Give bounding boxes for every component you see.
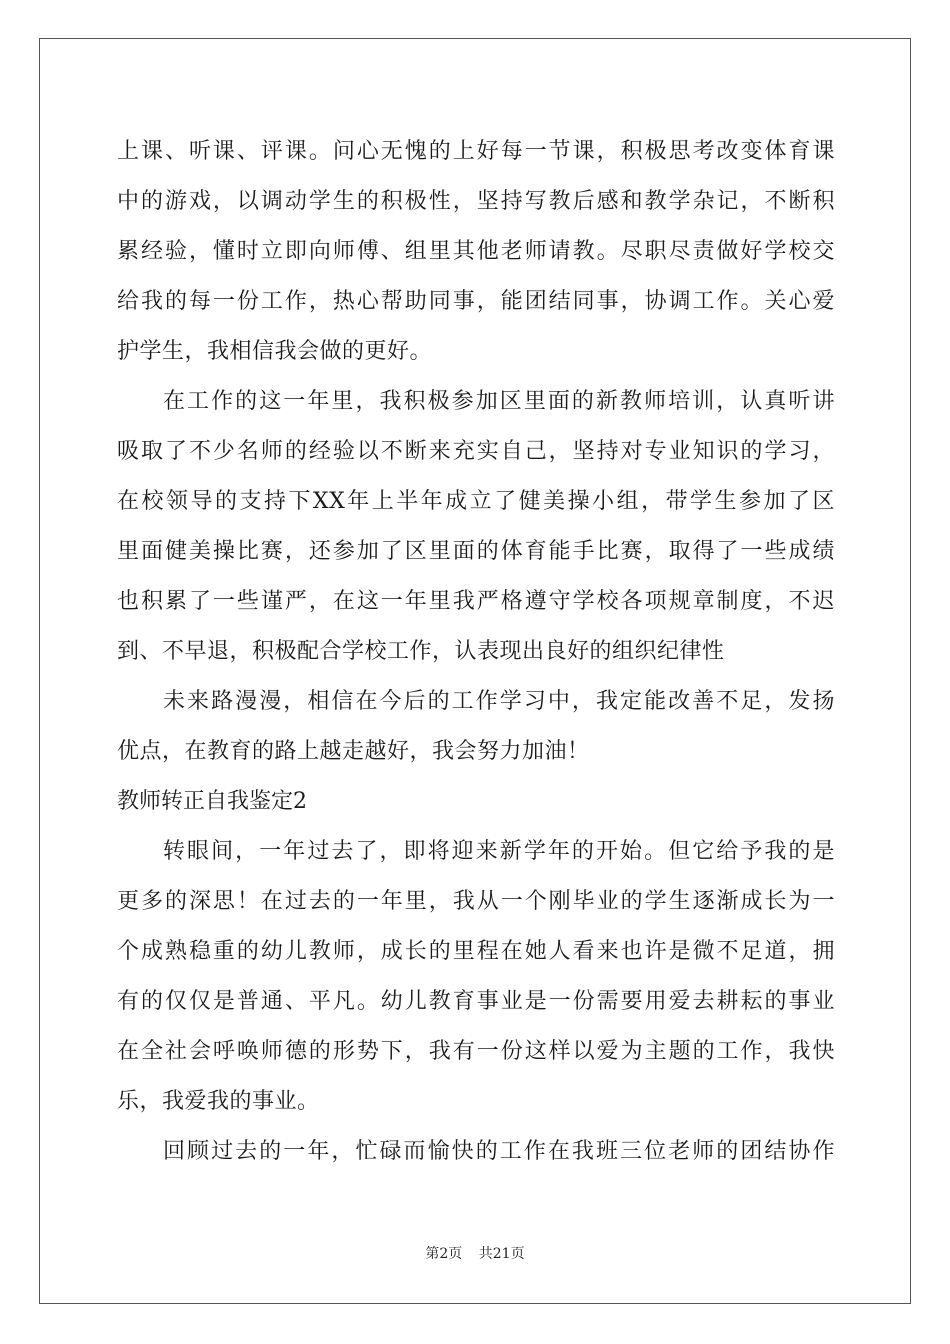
page-footer	[0, 1243, 950, 1263]
text-line: 在工作的这一年里，我积极参加区里面的新教师培训，认真听讲	[163, 389, 835, 414]
text-line: 在校领导的支持下XX年上半年成立了健美操小组，带学生参加了区	[117, 489, 835, 514]
section-heading: 教师转正自我鉴定2	[117, 789, 307, 814]
paragraph	[117, 677, 835, 777]
text-line: 未来路漫漫，相信在今后的工作学习中，我定能改善不足，发扬	[163, 689, 835, 714]
text-line: 到、不早退，积极配合学校工作，认表现出良好的组织纪律性	[117, 639, 725, 664]
text-line: 更多的深思！在过去的一年里，我从一个刚毕业的学生逐渐成长为一	[117, 889, 835, 914]
paragraph	[117, 127, 835, 377]
text-line: 也积累了一些谨严，在这一年里我严格遵守学校各项规章制度，不迟	[117, 589, 835, 614]
text-line: 上课、听课、评课。问心无愧的上好每一节课，积极思考改变体育课	[117, 139, 835, 164]
text-line: 吸取了不少名师的经验以不断来充实自己，坚持对专业知识的学习，	[117, 439, 835, 464]
text-line: 中的游戏，以调动学生的积极性，坚持写教后感和教学杂记，不断积	[117, 189, 835, 214]
text-line: 有的仅仅是普通、平凡。幼儿教育事业是一份需要用爱去耕耘的事业	[117, 989, 835, 1014]
text-line: 在全社会呼唤师德的形势下，我有一份这样以爱为主题的工作，我快	[117, 1039, 835, 1064]
text-line: 个成熟稳重的幼儿教师，成长的里程在她人看来也许是微不足道，拥	[117, 939, 835, 964]
text-line: 累经验，懂时立即向师傅、组里其他老师请教。尽职尽责做好学校交	[117, 239, 835, 264]
text-line: 护学生，我相信我会做的更好。	[117, 339, 433, 364]
text-line: 乐，我爱我的事业。	[117, 1089, 320, 1114]
text-line: 转眼间，一年过去了，即将迎来新学年的开始。但它给予我的是	[163, 839, 835, 864]
paragraph	[117, 1127, 835, 1177]
text-line: 回顾过去的一年，忙碌而愉快的工作在我班三位老师的团结协作	[163, 1139, 835, 1164]
text-line: 给我的每一份工作，热心帮助同事，能团结同事，协调工作。关心爱	[117, 289, 835, 314]
page-number: 第2页	[425, 1246, 463, 1262]
paragraph	[117, 377, 835, 677]
paragraph	[117, 827, 835, 1127]
document-body	[117, 127, 835, 1177]
text-line: 里面健美操比赛，还参加了区里面的体育能手比赛，取得了一些成绩	[117, 539, 835, 564]
page-total: 共21页	[478, 1246, 525, 1262]
text-line: 优点，在教育的路上越走越好，我会努力加油！	[117, 739, 590, 764]
